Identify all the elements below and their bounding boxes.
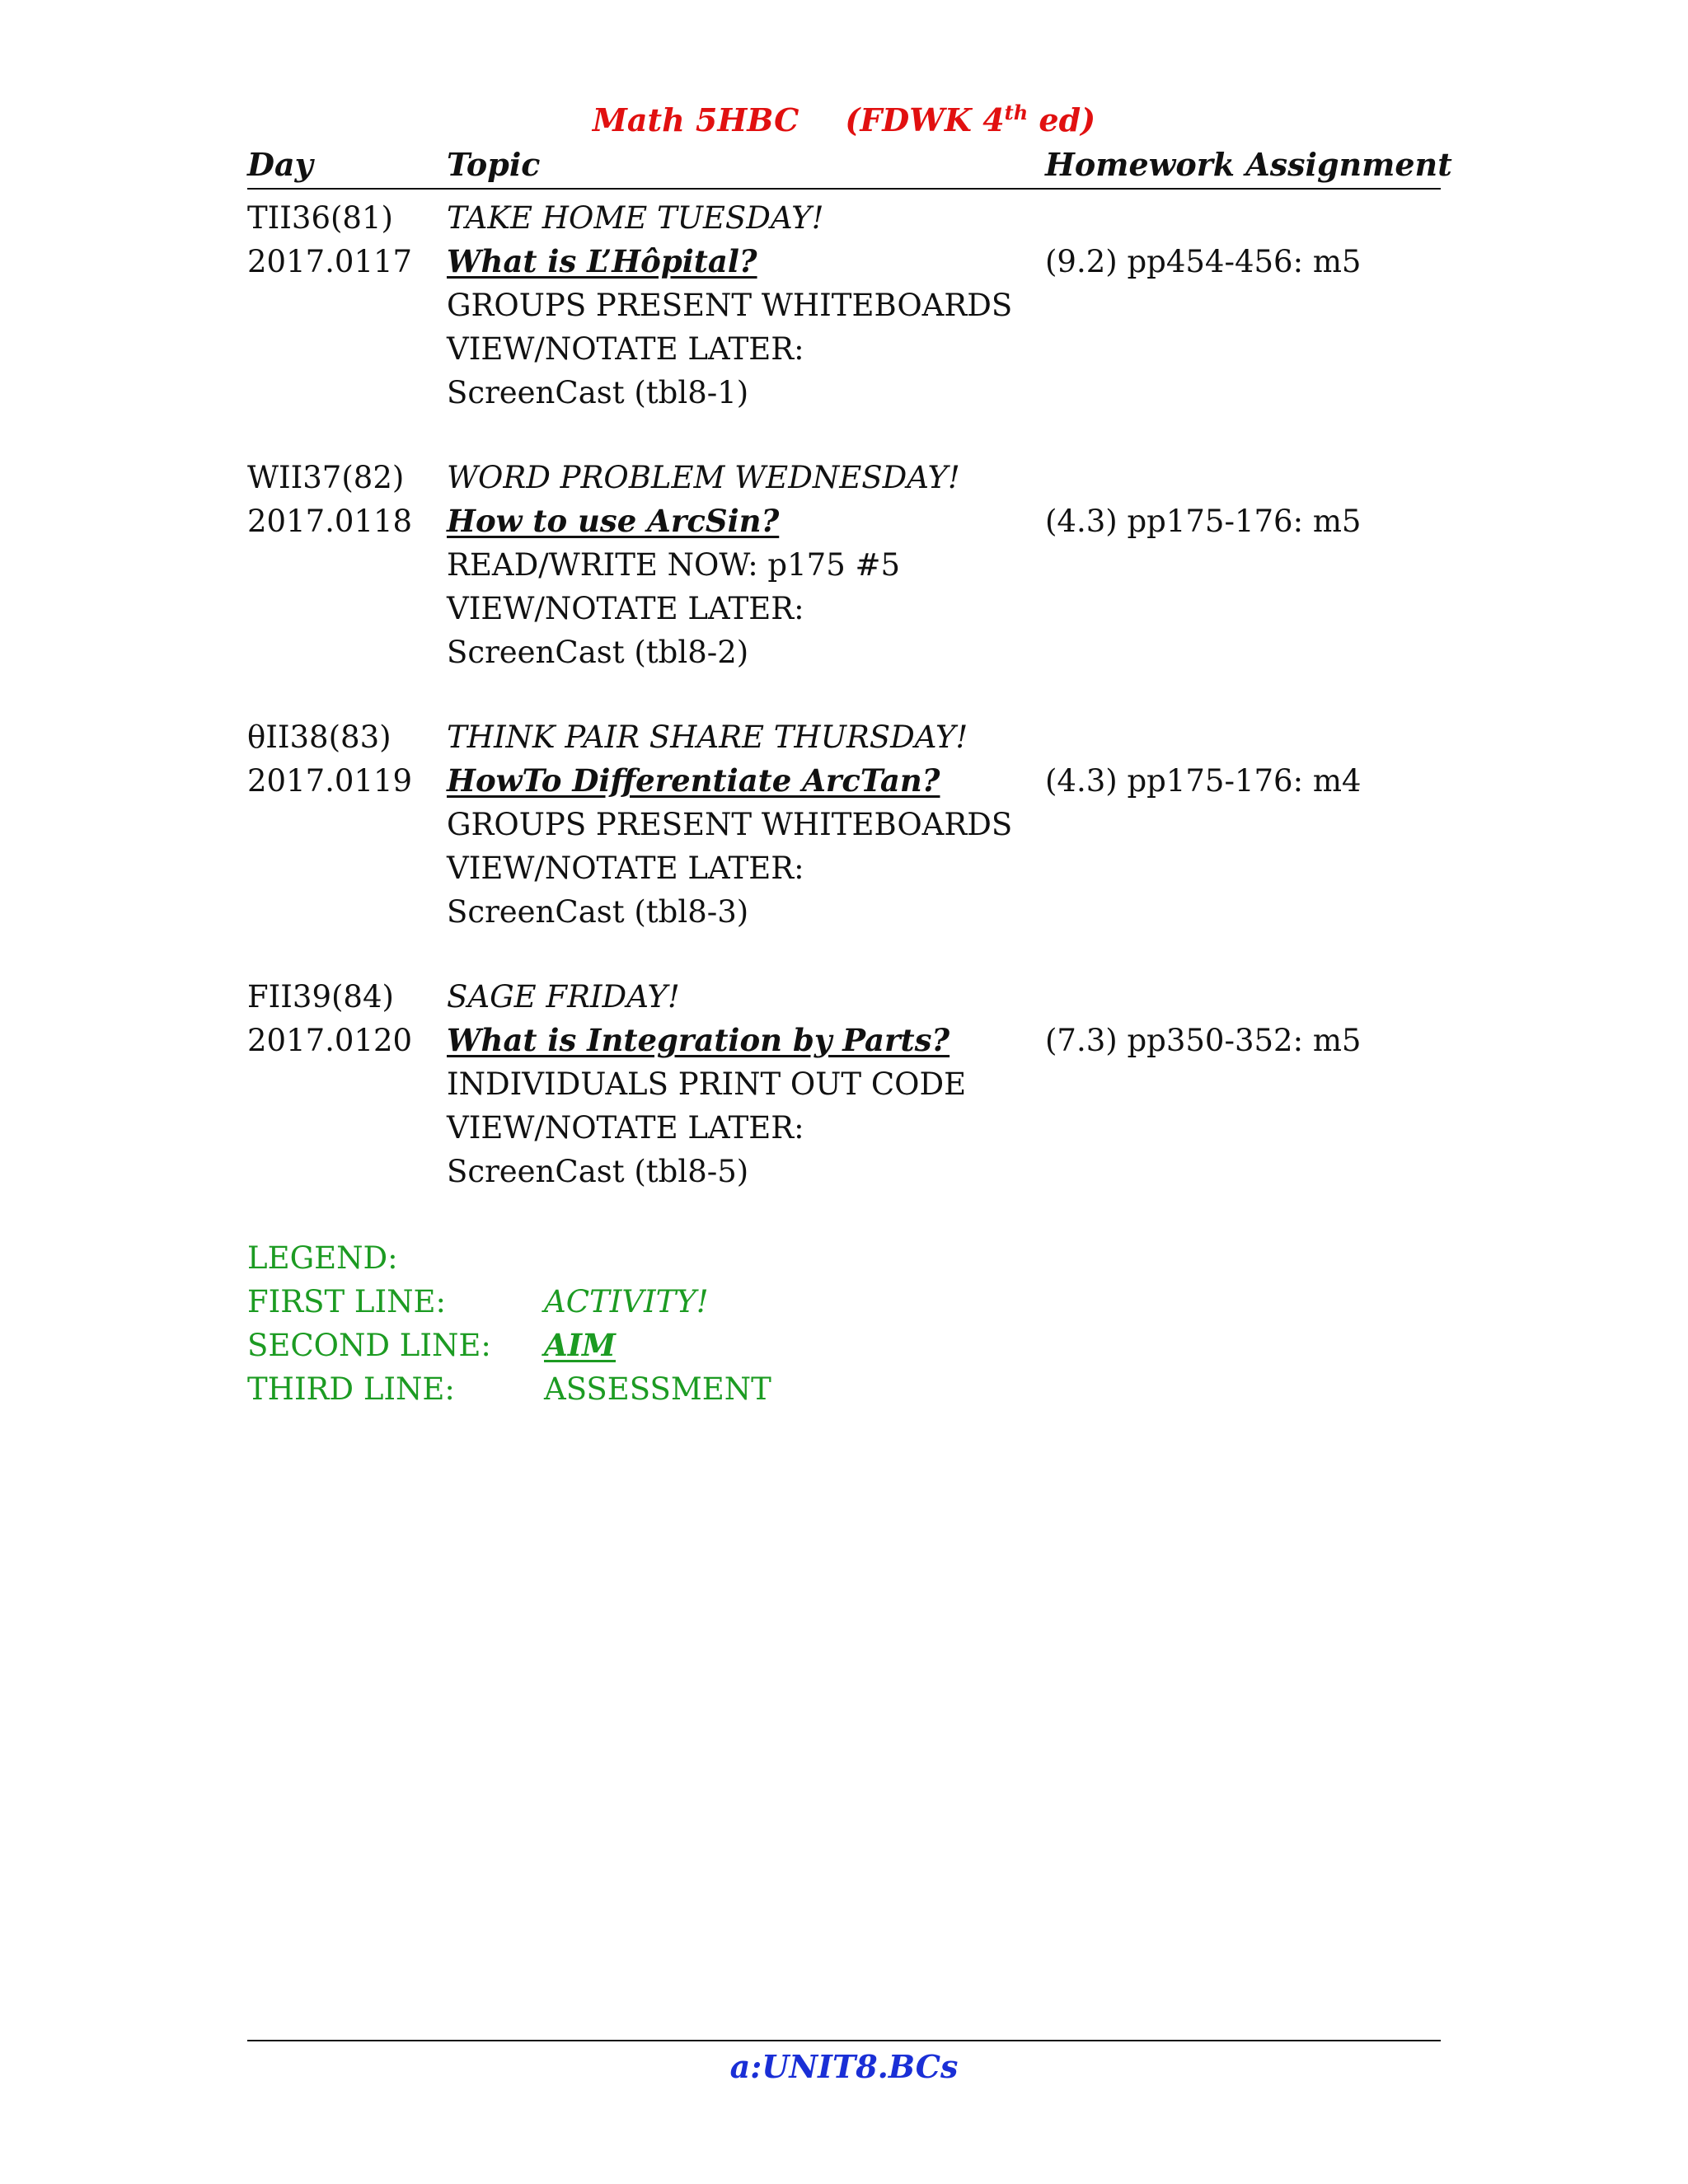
screencast: ScreenCast (tbl8-3) (447, 894, 749, 930)
entry-line (247, 1062, 1441, 1106)
legend-key: SECOND LINE: (247, 1328, 491, 1363)
entry-line (247, 456, 1441, 499)
activity: WORD PROBLEM WEDNESDAY! (447, 460, 960, 495)
activity: THINK PAIR SHARE THURSDAY! (447, 719, 968, 755)
page-title (247, 99, 1441, 142)
header-topic: Topic (447, 146, 541, 183)
entry-line (247, 890, 1441, 934)
aim: HowTo Differentiate ArcTan? (447, 762, 940, 799)
day-code: TII36(81) (247, 200, 393, 236)
schedule-entry (247, 975, 1441, 1193)
schedule-entry (247, 196, 1441, 415)
date: 2017.0119 (247, 763, 413, 799)
edition-superscript: th (1004, 101, 1029, 124)
header-day: Day (247, 146, 313, 183)
entry-line (247, 240, 1441, 284)
entry-line (247, 1106, 1441, 1150)
legend-value: ACTIVITY! (544, 1284, 709, 1319)
entry-line (247, 846, 1441, 890)
assessment: READ/WRITE NOW: p175 #5 (447, 547, 901, 583)
homework-assignment: (4.3) pp175-176: m5 (1045, 504, 1362, 539)
entry-line (247, 715, 1441, 759)
entry-line (247, 630, 1441, 674)
schedule-entry (247, 715, 1441, 934)
legend-row (247, 1367, 1441, 1411)
day-code: WII37(82) (247, 460, 405, 495)
schedule-entry (247, 456, 1441, 674)
edition-prefix: (FDWK 4 (845, 101, 1005, 138)
homework-assignment: (9.2) pp454-456: m5 (1045, 244, 1362, 279)
date: 2017.0120 (247, 1023, 413, 1058)
screencast: ScreenCast (tbl8-5) (447, 1154, 749, 1189)
entry-line (247, 284, 1441, 327)
entry-line (247, 975, 1441, 1019)
entry-line (247, 196, 1441, 240)
entry-line (247, 803, 1441, 846)
view-later-label: VIEW/NOTATE LATER: (447, 1110, 804, 1146)
legend-value: AIM (544, 1327, 616, 1363)
assessment: INDIVIDUALS PRINT OUT CODE (447, 1066, 967, 1102)
entry-line (247, 543, 1441, 587)
screencast: ScreenCast (tbl8-1) (447, 375, 749, 410)
entry-line (247, 1019, 1441, 1062)
legend-key: FIRST LINE: (247, 1284, 446, 1319)
day-code: FII39(84) (247, 979, 394, 1015)
date: 2017.0118 (247, 504, 413, 539)
activity: TAKE HOME TUESDAY! (447, 200, 824, 236)
entry-line (247, 1150, 1441, 1193)
view-later-label: VIEW/NOTATE LATER: (447, 331, 804, 367)
day-code: θII38(83) (247, 719, 392, 755)
view-later-label: VIEW/NOTATE LATER: (447, 851, 804, 886)
entry-line (247, 371, 1441, 415)
legend (247, 1236, 1441, 1411)
header-homework: Homework Assignment (1045, 146, 1452, 183)
entry-line (247, 327, 1441, 371)
aim: What is Integration by Parts? (447, 1022, 950, 1058)
entry-line (247, 587, 1441, 630)
column-header-row (247, 142, 1452, 190)
screencast: ScreenCast (tbl8-2) (447, 635, 749, 670)
legend-value: ASSESSMENT (544, 1371, 771, 1407)
activity: SAGE FRIDAY! (447, 979, 680, 1015)
date: 2017.0117 (247, 244, 413, 279)
homework-assignment: (4.3) pp175-176: m4 (1045, 763, 1362, 799)
assessment: GROUPS PRESENT WHITEBOARDS (447, 288, 1013, 323)
legend-heading: LEGEND: (247, 1240, 398, 1276)
entry-line (247, 759, 1441, 803)
legend-row (247, 1280, 1441, 1324)
aim: What is L’Hôpital? (447, 243, 757, 279)
aim: How to use ArcSin? (447, 503, 780, 539)
assessment: GROUPS PRESENT WHITEBOARDS (447, 807, 1013, 842)
legend-key: THIRD LINE: (247, 1371, 455, 1407)
document-page (247, 99, 1452, 1411)
view-later-label: VIEW/NOTATE LATER: (447, 591, 804, 626)
homework-assignment: (7.3) pp350-352: m5 (1045, 1023, 1362, 1058)
edition-suffix: ed) (1028, 101, 1096, 138)
entry-line (247, 499, 1441, 543)
course-name: Math 5HBC (592, 101, 799, 138)
page-footer: a:UNIT8.BCs (247, 2040, 1441, 2091)
legend-row (247, 1324, 1441, 1367)
